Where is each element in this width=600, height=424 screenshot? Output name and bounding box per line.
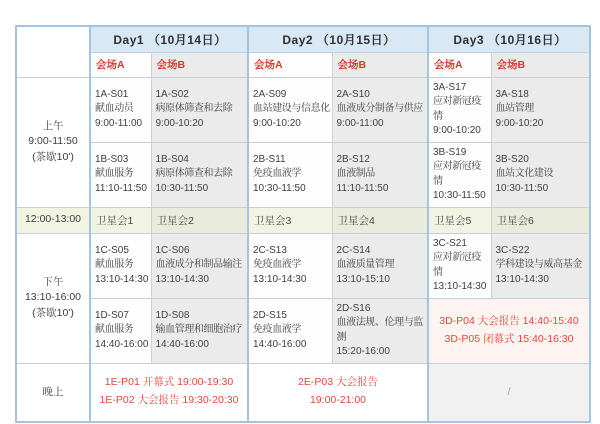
noon-label: 12:00-13:00 — [16, 207, 90, 233]
conference-schedule-table — [15, 25, 591, 423]
corner-cell — [16, 26, 90, 77]
venue-day1-b: 会场B — [151, 52, 248, 77]
venue-day3-b: 会场B — [491, 52, 590, 77]
session-1c-s06: 1C-S06 血液成分和制品输注 13:10-14:30 — [151, 233, 248, 298]
plenary-day2-evening: 2E-P03 大会报告 19:00-21:00 — [248, 363, 428, 422]
session-3c-s22: 3C-S22 学科建设与威高基金 13:10-14:30 — [491, 233, 590, 298]
session-2c-s14: 2C-S14 血液质量管理 13:10-15:10 — [332, 233, 428, 298]
schedule-table-wrapper — [15, 25, 591, 423]
satellite-6: 卫星会6 — [491, 207, 590, 233]
session-1d-s08: 1D-S08 输血管理和细胞治疗 14:40-16:00 — [151, 298, 248, 363]
session-2a-s10: 2A-S10 血液成分制备与供应 9:00-11:00 — [332, 77, 428, 142]
session-2c-s13: 2C-S13 免疫血液学 13:10-14:30 — [248, 233, 332, 298]
venue-day2-a: 会场A — [248, 52, 332, 77]
session-1d-s07: 1D-S07 献血服务 14:40-16:00 — [90, 298, 151, 363]
day1-header: Day1 （10月14日） — [90, 26, 248, 52]
empty-slash: / — [507, 385, 511, 398]
session-3b-s19: 3B-S19 应对新冠疫情 10:30-11:50 — [428, 142, 491, 207]
satellite-3: 卫星会3 — [248, 207, 332, 233]
session-2b-s11: 2B-S11 免疫血液学 10:30-11:50 — [248, 142, 332, 207]
session-3b-s20: 3B-S20 血站文化建设 10:30-11:50 — [491, 142, 590, 207]
venue-day1-a: 会场A — [90, 52, 151, 77]
session-2b-s12: 2B-S12 血液制品 11:10-11:50 — [332, 142, 428, 207]
session-2d-s16: 2D-S16 血液法规、伦理与监测 15:20-16:00 — [332, 298, 428, 363]
evening-day3-empty — [428, 363, 590, 422]
session-2a-s09: 2A-S09 血站建设与信息化 9:00-10:20 — [248, 77, 332, 142]
day3-header: Day3 （10月16日） — [428, 26, 590, 52]
plenary-day1-evening: 1E-P01 开幕式 19:00-19:30 1E-P02 大会报告 19:30-20:30 — [90, 363, 248, 422]
evening-label: 晚上 — [16, 363, 90, 422]
satellite-2: 卫星会2 — [151, 207, 248, 233]
session-3a-s17: 3A-S17 应对新冠疫情 9:00-10:20 — [428, 77, 491, 142]
satellite-4: 卫星会4 — [332, 207, 428, 233]
satellite-5: 卫星会5 — [428, 207, 491, 233]
session-3c-s21: 3C-S21 应对新冠疫情 13:10-14:30 — [428, 233, 491, 298]
session-1b-s04: 1B-S04 病原体筛查和去除 10:30-11:50 — [151, 142, 248, 207]
session-1a-s02: 1A-S02 病原体筛查和去除 9:00-10:20 — [151, 77, 248, 142]
afternoon-label: 下午 13:10-16:00 (茶歇10') — [16, 233, 90, 363]
morning-label: 上午 9:00-11:50 (茶歇10') — [16, 77, 90, 207]
plenary-day3-afternoon: 3D-P04 大会报告 14:40-15:40 3D-P05 闭幕式 15:40-16:30 — [428, 298, 590, 363]
session-3a-s18: 3A-S18 血站管理 9:00-10:20 — [491, 77, 590, 142]
session-1c-s05: 1C-S05 献血服务 13:10-14:30 — [90, 233, 151, 298]
session-2d-s15: 2D-S15 免疫血液学 14:40-16:00 — [248, 298, 332, 363]
session-1a-s01: 1A-S01 献血动员 9:00-11:00 — [90, 77, 151, 142]
day2-header: Day2 （10月15日） — [248, 26, 428, 52]
venue-day2-b: 会场B — [332, 52, 428, 77]
session-1b-s03: 1B-S03 献血服务 11:10-11:50 — [90, 142, 151, 207]
satellite-1: 卫星会1 — [90, 207, 151, 233]
venue-day3-a: 会场A — [428, 52, 491, 77]
